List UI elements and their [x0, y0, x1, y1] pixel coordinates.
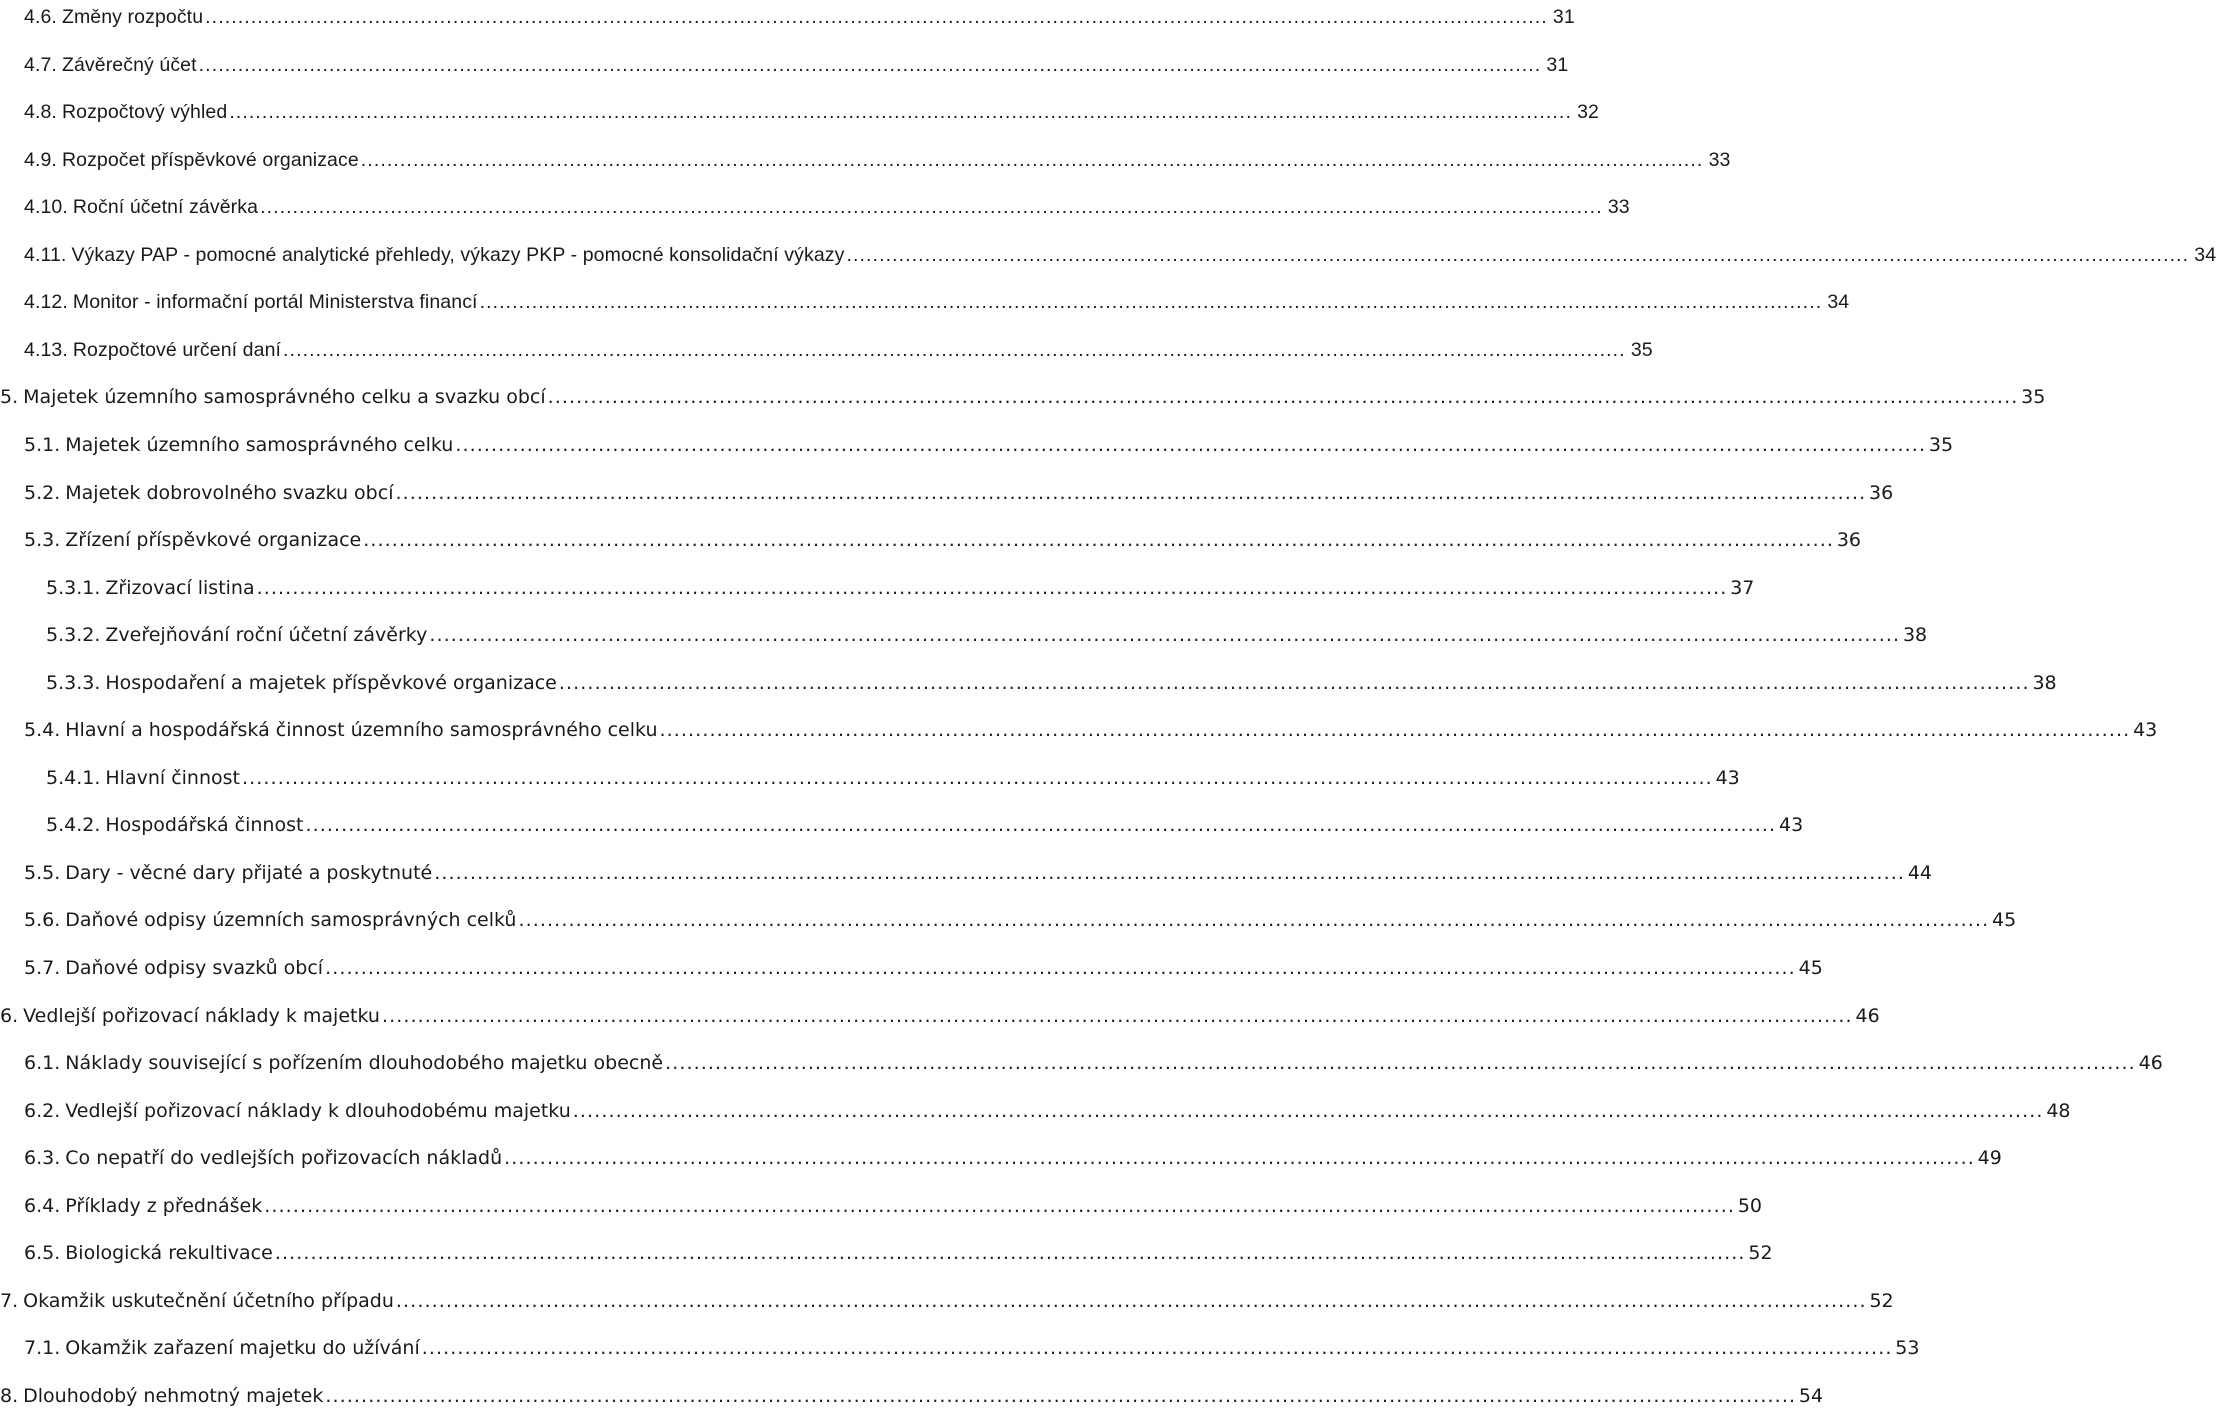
toc-entry-number: 5.3.3.	[46, 671, 101, 694]
toc-entry-page-number: 46	[1855, 1004, 1880, 1027]
toc-entry-number: 4.9.	[24, 148, 57, 171]
toc-entry-number: 5.3.	[24, 529, 61, 552]
toc-entry-number: 7.	[0, 1289, 19, 1312]
toc-dot-leader	[660, 713, 2131, 747]
toc-entry-title: Náklady související s pořízením dlouhodobého majetku obecně	[65, 1052, 664, 1075]
toc-entry-page-number: 52	[1748, 1242, 1773, 1265]
toc-entry-title: Rozpočtový výhled	[61, 101, 228, 124]
toc-entry[interactable]	[0, 1331, 1920, 1365]
toc-dot-leader	[205, 0, 1548, 34]
toc-dot-leader	[429, 618, 1900, 652]
toc-entry-number: 5.4.	[24, 719, 61, 742]
toc-entry-number: 4.6.	[24, 6, 57, 28]
toc-dot-leader	[361, 143, 1704, 177]
toc-entry[interactable]	[0, 713, 2158, 747]
toc-entry-title: Hlavní činnost	[105, 766, 240, 789]
toc-entry-title: Okamžik uskutečnění účetního případu	[23, 1289, 394, 1312]
toc-entry[interactable]	[0, 903, 2017, 937]
toc-dot-leader	[548, 380, 2019, 414]
toc-entry[interactable]	[0, 666, 2057, 700]
toc-entry-number: 5.4.1.	[46, 766, 101, 789]
toc-entry[interactable]	[0, 1094, 2071, 1128]
toc-dot-leader	[325, 1379, 1796, 1413]
toc-dot-leader	[846, 238, 2189, 272]
toc-dot-leader	[260, 190, 1603, 224]
toc-entry-title: Dlouhodobý nehmotný majetek	[23, 1384, 324, 1407]
toc-entry-number: 5.7.	[24, 957, 61, 979]
toc-entry-page-number: 35	[1928, 433, 1954, 456]
toc-entry[interactable]	[0, 95, 1599, 129]
toc-dot-leader	[242, 761, 1713, 795]
toc-entry-title: Co nepatří do vedlejších pořizovacích nákladů	[65, 1147, 503, 1170]
toc-entry-page-number: 33	[1708, 148, 1731, 171]
toc-entry[interactable]	[0, 285, 1850, 319]
toc-entry[interactable]	[0, 428, 1954, 462]
toc-dot-leader	[382, 999, 1853, 1033]
toc-entry-title: Okamžik zařazení majetku do užívání	[65, 1337, 420, 1360]
toc-entry-title: Vedlejší pořizovací náklady k dlouhodobému majetku	[65, 1099, 571, 1122]
toc-entry-number: 6.3.	[24, 1147, 61, 1170]
toc-entry[interactable]	[0, 856, 1932, 890]
toc-entry-page-number: 34	[1827, 291, 1850, 314]
toc-entry[interactable]	[0, 333, 1653, 367]
toc-entry-title: Závěrečný účet	[61, 53, 197, 76]
toc-dot-leader	[264, 1189, 1735, 1223]
toc-entry-title: Hospodářská činnost	[105, 814, 304, 837]
toc-entry-title: Výkazy PAP - pomocné analytické přehledy, výkazy PKP - pomocné konsolidační výkazy	[71, 243, 845, 266]
toc-dot-leader	[275, 1236, 1746, 1270]
toc-entry-page-number: 45	[1798, 957, 1823, 979]
toc-entry-title: Daňové odpisy územních samosprávných celků	[65, 909, 517, 932]
toc-entry[interactable]	[0, 1284, 1894, 1318]
toc-entry-number: 6.5.	[24, 1242, 61, 1265]
toc-dot-leader	[455, 428, 1926, 462]
toc-dot-leader	[305, 808, 1776, 842]
toc-entry[interactable]	[0, 1189, 1762, 1223]
toc-entry-title: Změny rozpočtu	[61, 6, 204, 28]
toc-entry-number: 4.13.	[24, 338, 68, 361]
toc-entry-title: Hospodaření a majetek příspěvkové organizace	[105, 671, 557, 694]
toc-entry-title: Hlavní a hospodářská činnost územního samosprávného celku	[65, 719, 658, 742]
toc-entry-title: Majetek územního samosprávného celku	[65, 433, 454, 456]
toc-entry-number: 7.1.	[24, 1337, 61, 1360]
toc-entry[interactable]	[0, 476, 1894, 510]
toc-entry-page-number: 31	[1552, 6, 1575, 28]
toc-entry[interactable]	[0, 523, 1861, 557]
toc-entry-title: Monitor - informační portál Ministerstva financí	[72, 291, 478, 314]
toc-entry-page-number: 38	[2032, 671, 2057, 694]
toc-entry[interactable]	[0, 1236, 1773, 1270]
toc-entry-number: 5.1.	[24, 433, 61, 456]
toc-entry-title: Daňové odpisy svazků obcí	[65, 957, 324, 979]
toc-entry[interactable]	[0, 999, 1880, 1033]
toc-entry-page-number: 31	[1546, 53, 1569, 76]
toc-entry[interactable]	[0, 380, 2046, 414]
toc-dot-leader	[257, 571, 1728, 605]
toc-entry[interactable]	[0, 808, 1804, 842]
toc-dot-leader	[199, 48, 1542, 82]
toc-entry[interactable]	[0, 238, 2216, 272]
toc-entry-number: 4.8.	[24, 101, 57, 124]
toc-dot-leader	[573, 1094, 2044, 1128]
toc-entry-page-number: 36	[1869, 481, 1894, 504]
toc-entry[interactable]	[0, 761, 1740, 795]
toc-entry-number: 4.7.	[24, 53, 57, 76]
toc-entry-title: Zřizovací listina	[105, 576, 255, 599]
toc-dot-leader	[396, 1284, 1867, 1318]
toc-entry-page-number: 38	[1902, 624, 1928, 647]
toc-entry-title: Roční účetní závěrka	[72, 196, 259, 219]
toc-entry-page-number: 53	[1895, 1337, 1920, 1360]
toc-entry-page-number: 48	[2046, 1099, 2071, 1122]
toc-entry-page-number: 43	[1715, 766, 1740, 789]
toc-dot-leader	[422, 1331, 1893, 1365]
toc-entry[interactable]	[0, 1046, 2163, 1080]
toc-entry-page-number: 52	[1869, 1289, 1894, 1312]
toc-entry-number: 4.11.	[24, 243, 67, 266]
toc-entry-page-number: 33	[1607, 196, 1630, 219]
toc-entry-title: Zveřejňování roční účetní závěrky	[105, 624, 428, 647]
toc-dot-leader	[325, 951, 1796, 985]
toc-entry[interactable]	[0, 571, 1755, 605]
toc-entry-page-number: 43	[2133, 719, 2158, 742]
toc-entry-number: 5.3.2.	[46, 624, 101, 647]
toc-entry-title: Majetek územního samosprávného celku a svazku obcí	[23, 386, 546, 409]
toc-dot-leader	[665, 1046, 2136, 1080]
toc-entry[interactable]	[0, 951, 1823, 985]
toc-entry-page-number: 36	[1836, 529, 1861, 552]
toc-dot-leader	[363, 523, 1834, 557]
toc-entry-number: 6.4.	[24, 1194, 61, 1217]
toc-entry-number: 8.	[0, 1384, 19, 1407]
toc-entry-title: Dary - věcné dary přijaté a poskytnuté	[65, 861, 433, 884]
toc-entry[interactable]	[0, 143, 1731, 177]
toc-entry-number: 5.	[0, 386, 19, 409]
toc-entry[interactable]	[0, 0, 1575, 34]
toc-dot-leader	[395, 476, 1866, 510]
toc-entry-page-number: 35	[2021, 386, 2046, 409]
toc-dot-leader	[504, 1141, 1975, 1175]
toc-entry-title: Majetek dobrovolného svazku obcí	[65, 481, 394, 504]
toc-entry[interactable]	[0, 1379, 1824, 1413]
toc-entry-page-number: 54	[1798, 1384, 1824, 1407]
toc-entry-number: 4.12.	[24, 291, 68, 314]
toc-entry-title: Příklady z přednášek	[65, 1194, 263, 1217]
toc-entry-number: 4.10.	[24, 196, 68, 219]
toc-entry-page-number: 32	[1577, 101, 1599, 124]
toc-entry-number: 6.1.	[24, 1052, 61, 1075]
toc-entry-number: 5.6.	[24, 909, 61, 932]
toc-entry[interactable]	[0, 190, 1630, 224]
toc-entry-page-number: 49	[1977, 1147, 2002, 1170]
toc-entry-number: 5.3.1.	[46, 576, 101, 599]
toc-entry-number: 5.4.2.	[46, 814, 101, 837]
toc-entry[interactable]	[0, 618, 1928, 652]
toc-entry[interactable]	[0, 48, 1569, 82]
toc-entry-page-number: 35	[1630, 338, 1653, 361]
toc-entry-number: 6.	[0, 1004, 19, 1027]
toc-dot-leader	[518, 903, 1989, 937]
toc-dot-leader	[283, 333, 1626, 367]
toc-dot-leader	[559, 666, 2030, 700]
toc-entry-page-number: 45	[1992, 909, 2017, 932]
toc-entry-page-number: 46	[2138, 1052, 2163, 1075]
toc-entry-title: Biologická rekultivace	[65, 1242, 273, 1265]
toc-entry-number: 5.2.	[24, 481, 61, 504]
toc-entry-number: 5.5.	[24, 861, 61, 884]
toc-entry-page-number: 43	[1779, 814, 1804, 837]
toc-entry-number: 6.2.	[24, 1099, 61, 1122]
toc-dot-leader	[434, 856, 1905, 890]
toc-entry-page-number: 50	[1737, 1194, 1762, 1217]
toc-dot-leader	[480, 285, 1823, 319]
toc-entry-page-number: 37	[1730, 576, 1755, 599]
toc-entry-title: Vedlejší pořizovací náklady k majetku	[23, 1004, 380, 1027]
toc-dot-leader	[229, 95, 1572, 129]
toc-entry-title: Zřízení příspěvkové organizace	[65, 529, 362, 552]
toc-entry-page-number: 34	[2194, 243, 2216, 266]
toc-entry-page-number: 44	[1907, 861, 1932, 884]
toc-entry[interactable]	[0, 1141, 2002, 1175]
toc-entry-title: Rozpočtové určení daní	[72, 338, 282, 361]
toc-entry-title: Rozpočet příspěvkové organizace	[61, 148, 359, 171]
